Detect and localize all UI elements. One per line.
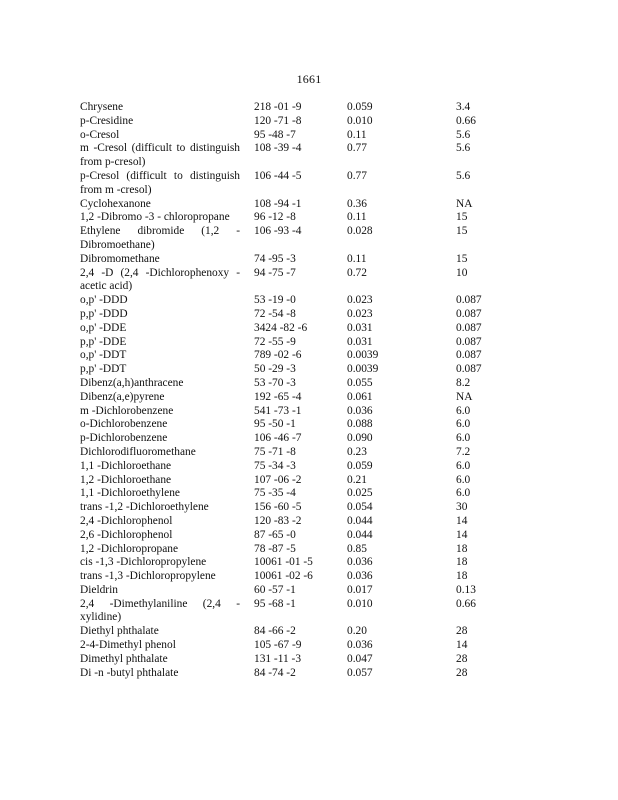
cas-number-cell: 105 -67 -9 [254, 639, 302, 652]
chemical-name-cell: 1,2 -Dichloroethane [80, 473, 172, 486]
table-row [80, 294, 580, 308]
chemical-name-cell: Diethyl phthalate [80, 625, 159, 638]
chemical-name-cell: m -Dichlorobenzene [80, 404, 174, 417]
chemical-name-cell: trans -1,3 -Dichloropropylene [80, 570, 216, 583]
value-2-cell: 15 [456, 211, 468, 224]
value-2-cell: 3.4 [456, 101, 471, 113]
value-2-cell: 28 [456, 652, 468, 665]
value-1-cell: 0.11 [347, 252, 367, 265]
value-2-cell: 6.0 [456, 404, 471, 417]
cas-number-cell: 3424 -82 -6 [254, 321, 308, 334]
chemical-name-cell: p,p' -DDD [80, 307, 128, 320]
cas-number-cell: 74 -95 -3 [254, 252, 296, 265]
table-row [80, 170, 580, 198]
cas-number-cell: 131 -11 -3 [254, 652, 302, 665]
chemical-name-cell: p-Cresidine [80, 114, 134, 127]
cas-number-cell: 78 -87 -5 [254, 542, 296, 555]
table-row [80, 198, 580, 212]
value-1-cell: 0.059 [347, 101, 373, 113]
chemical-name-cell: p-Dichlorobenzene [80, 432, 168, 445]
value-2-cell: 0.66 [456, 597, 476, 610]
chemical-name-cell: Dichlorodifluoromethane [80, 445, 196, 458]
value-2-cell: 6.0 [456, 473, 471, 486]
cas-number-cell: 120 -71 -8 [254, 114, 302, 127]
table-row [80, 570, 580, 584]
chemical-name-cell: o-Cresol [80, 128, 120, 141]
cas-number-cell: 84 -66 -2 [254, 625, 296, 638]
chemical-name-cell: Chrysene [80, 101, 124, 113]
value-1-cell: 0.11 [347, 128, 367, 141]
value-1-cell: 0.023 [347, 307, 373, 320]
table-row [80, 598, 580, 626]
value-2-cell: 18 [456, 542, 468, 555]
value-2-cell: 18 [456, 556, 468, 569]
value-2-cell: 5.6 [456, 169, 471, 182]
table-row [80, 405, 580, 419]
value-2-cell: 5.6 [456, 128, 471, 141]
table-row [80, 653, 580, 667]
cas-number-cell: 107 -06 -2 [254, 473, 302, 486]
chemical-name-cell: 1,1 -Dichloroethylene [80, 487, 180, 500]
cas-number-cell: 50 -29 -3 [254, 363, 296, 376]
value-2-cell: 0.087 [456, 363, 482, 376]
table-row [80, 625, 580, 639]
value-1-cell: 0.36 [347, 197, 367, 210]
value-2-cell: 28 [456, 625, 468, 638]
value-1-cell: 0.047 [347, 652, 373, 665]
value-1-cell: 0.0039 [347, 349, 379, 362]
value-1-cell: 0.010 [347, 597, 373, 610]
value-2-cell: 6.0 [456, 487, 471, 500]
cas-number-cell: 60 -57 -1 [254, 583, 296, 596]
cas-number-cell: 192 -65 -4 [254, 390, 302, 403]
cas-number-cell: 108 -94 -1 [254, 197, 302, 210]
value-1-cell: 0.0039 [347, 363, 379, 376]
value-2-cell: 15 [456, 252, 468, 265]
chemical-name-cell: Cyclohexanone [80, 197, 151, 210]
chemical-name-cell: Dibenz(a,h)anthracene [80, 376, 184, 389]
value-1-cell: 0.010 [347, 114, 373, 127]
table-row [80, 115, 580, 129]
table-row [80, 322, 580, 336]
cas-number-cell: 75 -35 -4 [254, 487, 296, 500]
value-1-cell: 0.031 [347, 335, 373, 348]
table-row [80, 225, 580, 253]
value-2-cell: 0.66 [456, 114, 476, 127]
chemical-name-cell: Dibenz(a,e)pyrene [80, 390, 165, 403]
cas-number-cell: 94 -75 -7 [254, 266, 296, 279]
cas-number-cell: 95 -68 -1 [254, 597, 296, 610]
chemical-table [80, 101, 580, 680]
chemical-name-cell: 2-4-Dimethyl phenol [80, 639, 176, 652]
cas-number-cell: 53 -19 -0 [254, 294, 296, 307]
value-2-cell: 0.087 [456, 335, 482, 348]
value-1-cell: 0.77 [347, 142, 367, 155]
value-2-cell: 18 [456, 570, 468, 583]
value-2-cell: 15 [456, 225, 468, 238]
cas-number-cell: 96 -12 -8 [254, 211, 296, 224]
value-1-cell: 0.23 [347, 445, 367, 458]
table-row [80, 487, 580, 501]
cas-number-cell: 106 -46 -7 [254, 432, 302, 445]
chemical-name-cell: o,p' -DDD [80, 294, 128, 307]
value-2-cell: 6.0 [456, 418, 471, 431]
chemical-name-cell: Dieldrin [80, 583, 118, 596]
cas-number-cell: 95 -50 -1 [254, 418, 296, 431]
cas-number-cell: 156 -60 -5 [254, 501, 302, 514]
cas-number-cell: 106 -44 -5 [254, 169, 302, 182]
chemical-name-cell: o,p' -DDE [80, 321, 127, 334]
value-1-cell: 0.77 [347, 169, 367, 182]
value-1-cell: 0.036 [347, 570, 373, 583]
value-2-cell: 14 [456, 639, 468, 652]
value-1-cell: 0.20 [347, 625, 367, 638]
table-row [80, 101, 580, 115]
value-1-cell: 0.036 [347, 404, 373, 417]
value-2-cell: 14 [456, 514, 468, 527]
cas-number-cell: 120 -83 -2 [254, 514, 302, 527]
cas-number-cell: 72 -55 -9 [254, 335, 296, 348]
cas-number-cell: 108 -39 -4 [254, 142, 302, 155]
chemical-name-cell: 1,2 -Dibromo -3 - chloropropane [80, 211, 230, 224]
table-row [80, 432, 580, 446]
chemical-name-cell: m -Cresol (difficult to distinguish from p-cresol) [80, 142, 240, 169]
value-2-cell: 14 [456, 528, 468, 541]
table-row [80, 349, 580, 363]
cas-number-cell: 87 -65 -0 [254, 528, 296, 541]
value-1-cell: 0.031 [347, 321, 373, 334]
table-row [80, 377, 580, 391]
value-2-cell: 6.0 [456, 459, 471, 472]
table-row [80, 639, 580, 653]
chemical-name-cell: 1,1 -Dichloroethane [80, 459, 172, 472]
value-1-cell: 0.023 [347, 294, 373, 307]
cas-number-cell: 10061 -02 -6 [254, 570, 313, 583]
value-2-cell: 6.0 [456, 432, 471, 445]
value-1-cell: 0.054 [347, 501, 373, 514]
value-1-cell: 0.85 [347, 542, 367, 555]
chemical-name-cell: p-Cresol (difficult to distinguish from m -cresol) [80, 169, 240, 196]
value-2-cell: 28 [456, 666, 468, 679]
cas-number-cell: 10061 -01 -5 [254, 556, 313, 569]
value-1-cell: 0.72 [347, 266, 367, 279]
value-1-cell: 0.21 [347, 473, 367, 486]
cas-number-cell: 84 -74 -2 [254, 666, 296, 679]
cas-number-cell: 541 -73 -1 [254, 404, 302, 417]
value-2-cell: NA [456, 197, 473, 210]
table-row [80, 460, 580, 474]
table-row [80, 418, 580, 432]
table-row [80, 446, 580, 460]
page-number: 1661 [296, 72, 322, 86]
chemical-name-cell: o-Dichlorobenzene [80, 418, 168, 431]
value-2-cell: 30 [456, 501, 468, 514]
chemical-name-cell: cis -1,3 -Dichloropropylene [80, 556, 207, 569]
value-1-cell: 0.028 [347, 225, 373, 238]
value-1-cell: 0.088 [347, 418, 373, 431]
value-2-cell: 0.087 [456, 349, 482, 362]
value-2-cell: NA [456, 390, 473, 403]
table-row [80, 501, 580, 515]
chemical-name-cell: o,p' -DDT [80, 349, 127, 362]
cas-number-cell: 218 -01 -9 [254, 101, 302, 113]
table-row [80, 543, 580, 557]
cas-number-cell: 789 -02 -6 [254, 349, 302, 362]
value-1-cell: 0.036 [347, 639, 373, 652]
table-row [80, 529, 580, 543]
table-row [80, 211, 580, 225]
table-row [80, 308, 580, 322]
chemical-name-cell: Ethylene dibromide (1,2 - Dibromoethane) [80, 225, 240, 251]
chemical-name-cell: 2,4 -Dimethylaniline (2,4 - xylidine) [80, 597, 240, 624]
value-1-cell: 0.059 [347, 459, 373, 472]
value-2-cell: 0.087 [456, 307, 482, 320]
table-row [80, 142, 580, 170]
value-1-cell: 0.025 [347, 487, 373, 500]
chemical-name-cell: trans -1,2 -Dichloroethylene [80, 501, 209, 514]
value-1-cell: 0.044 [347, 528, 373, 541]
chemical-name-cell: 2,6 -Dichlorophenol [80, 528, 173, 541]
table-row [80, 336, 580, 350]
value-2-cell: 7.2 [456, 445, 471, 458]
value-1-cell: 0.044 [347, 514, 373, 527]
chemical-name-cell: Dibromomethane [80, 252, 160, 265]
cas-number-cell: 106 -93 -4 [254, 225, 302, 238]
value-1-cell: 0.036 [347, 556, 373, 569]
table-row [80, 515, 580, 529]
value-1-cell: 0.090 [347, 432, 373, 445]
table-row [80, 391, 580, 405]
value-2-cell: 5.6 [456, 142, 471, 155]
cas-number-cell: 75 -71 -8 [254, 445, 296, 458]
chemical-name-cell: 1,2 -Dichloropropane [80, 542, 179, 555]
table-row [80, 363, 580, 377]
chemical-name-cell: Di -n -butyl phthalate [80, 666, 179, 679]
table-row [80, 129, 580, 143]
value-1-cell: 0.11 [347, 211, 367, 224]
table-row [80, 584, 580, 598]
cas-number-cell: 72 -54 -8 [254, 307, 296, 320]
value-1-cell: 0.057 [347, 666, 373, 679]
table-row [80, 253, 580, 267]
value-1-cell: 0.061 [347, 390, 373, 403]
value-1-cell: 0.017 [347, 583, 373, 596]
table-row [80, 667, 580, 681]
value-2-cell: 0.087 [456, 294, 482, 307]
chemical-name-cell: p,p' -DDE [80, 335, 127, 348]
value-2-cell: 8.2 [456, 376, 471, 389]
cas-number-cell: 95 -48 -7 [254, 128, 296, 141]
table-row [80, 474, 580, 488]
chemical-name-cell: 2,4 -D (2,4 -Dichlorophenoxy - acetic acid) [80, 266, 240, 293]
table-row [80, 267, 580, 295]
cas-number-cell: 75 -34 -3 [254, 459, 296, 472]
value-1-cell: 0.055 [347, 376, 373, 389]
value-2-cell: 10 [456, 266, 468, 279]
table-row [80, 556, 580, 570]
chemical-name-cell: Dimethyl phthalate [80, 652, 168, 665]
chemical-name-cell: p,p' -DDT [80, 363, 127, 376]
cas-number-cell: 53 -70 -3 [254, 376, 296, 389]
chemical-name-cell: 2,4 -Dichlorophenol [80, 514, 173, 527]
value-2-cell: 0.087 [456, 321, 482, 334]
value-2-cell: 0.13 [456, 583, 476, 596]
